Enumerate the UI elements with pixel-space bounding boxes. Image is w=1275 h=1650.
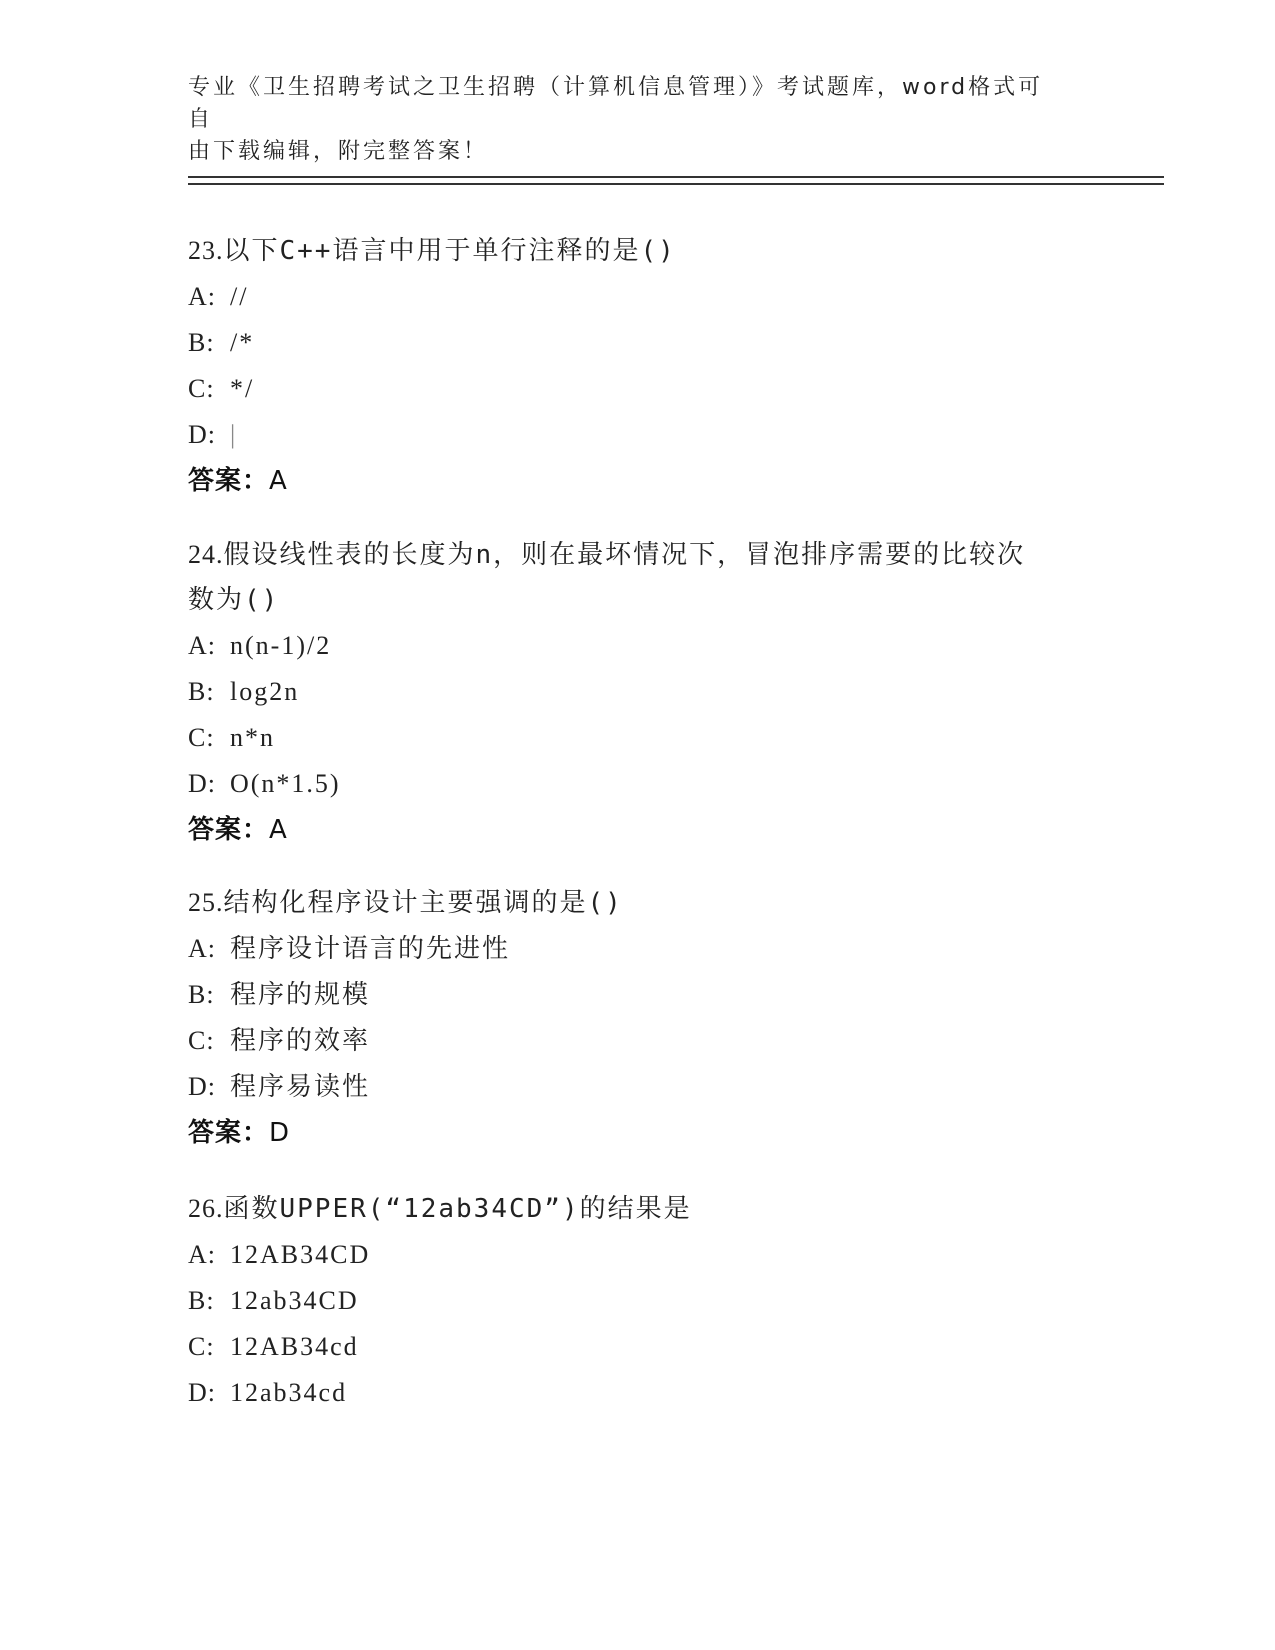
option-a: A: // (188, 282, 249, 311)
option-key: C (188, 723, 207, 752)
header-line-1: 专业《卫生招聘考试之卫生招聘（计算机信息管理）》考试题库，word格式可自 (188, 75, 1044, 132)
question-25 (188, 880, 1088, 1156)
option-c: C: */ (188, 374, 255, 403)
option-a: A: 12AB34CD (188, 1240, 371, 1269)
option-value: 程序设计语言的先进性 (230, 934, 511, 963)
option-value: O(n*1.5) (230, 769, 341, 798)
answer-label: 答案： (188, 1118, 270, 1148)
answer-label: 答案： (188, 466, 270, 496)
question-text (188, 880, 1088, 926)
header-divider-bottom (188, 183, 1164, 185)
option-value: 12AB34cd (230, 1332, 359, 1361)
option-c: C: 程序的效率 (188, 1026, 371, 1055)
question-text (188, 1186, 1088, 1232)
option-key: D (188, 1378, 208, 1407)
option-d: D: | (188, 420, 238, 449)
option-a: A: 程序设计语言的先进性 (188, 934, 511, 963)
answer-line (188, 1110, 1088, 1156)
option-d: D: O(n*1.5) (188, 769, 341, 798)
option-value: 程序的规模 (230, 980, 371, 1009)
option-value: log2n (230, 677, 300, 706)
option-key: B (188, 677, 207, 706)
question-24 (188, 532, 1088, 853)
answer-value: A (269, 815, 288, 845)
option-a: A: n(n-1)/2 (188, 631, 332, 660)
option-value: n*n (230, 723, 275, 752)
question-stem: 以下C++语言中用于单行注释的是() (223, 236, 676, 266)
answer-value: A (269, 466, 288, 496)
question-stem: 结构化程序设计主要强调的是() (223, 888, 623, 918)
answer-label: 答案： (188, 815, 270, 845)
question-23 (188, 228, 1088, 504)
question-26 (188, 1186, 1088, 1416)
question-number: 24. (188, 540, 224, 569)
option-key: A (188, 934, 208, 963)
option-value: 程序易读性 (230, 1072, 371, 1101)
option-key: A (188, 282, 208, 311)
option-key: D (188, 420, 208, 449)
option-key: D (188, 1072, 208, 1101)
document-header (188, 72, 1068, 168)
option-b: B: 12ab34CD (188, 1286, 359, 1315)
question-number: 26. (188, 1194, 224, 1223)
option-value: 程序的效率 (230, 1026, 371, 1055)
option-b: B: log2n (188, 677, 300, 706)
option-value: 12ab34CD (230, 1286, 359, 1315)
question-text (188, 532, 1048, 623)
option-key: B (188, 1286, 207, 1315)
question-number: 23. (188, 236, 224, 265)
header-divider-top (188, 176, 1164, 178)
option-b: B: 程序的规模 (188, 980, 371, 1009)
option-key: B (188, 328, 207, 357)
option-key: C (188, 374, 207, 403)
question-stem: 假设线性表的长度为n，则在最坏情况下，冒泡排序需要的比较次数为() (188, 540, 1026, 615)
question-number: 25. (188, 888, 224, 917)
answer-value: D (269, 1118, 291, 1148)
option-key: D (188, 769, 208, 798)
option-value: | (230, 420, 238, 449)
option-d: D: 12ab34cd (188, 1378, 348, 1407)
option-value: 12ab34cd (230, 1378, 348, 1407)
option-value: n(n-1)/2 (230, 631, 332, 660)
question-stem: 函数UPPER(“12ab34CD”)的结果是 (223, 1194, 692, 1224)
answer-line (188, 458, 1088, 504)
option-key: A (188, 631, 208, 660)
option-c: C: 12AB34cd (188, 1332, 359, 1361)
option-value: 12AB34CD (230, 1240, 371, 1269)
option-c: C: n*n (188, 723, 275, 752)
option-value: */ (230, 374, 255, 403)
option-key: A (188, 1240, 208, 1269)
header-line-2: 由下载编辑，附完整答案！ (188, 139, 489, 164)
answer-line (188, 807, 1088, 853)
question-text (188, 228, 1088, 274)
option-value: // (230, 282, 249, 311)
option-key: C (188, 1026, 207, 1055)
option-key: C (188, 1332, 207, 1361)
option-d: D: 程序易读性 (188, 1072, 371, 1101)
option-key: B (188, 980, 207, 1009)
option-b: B: /* (188, 328, 255, 357)
option-value: /* (230, 328, 255, 357)
